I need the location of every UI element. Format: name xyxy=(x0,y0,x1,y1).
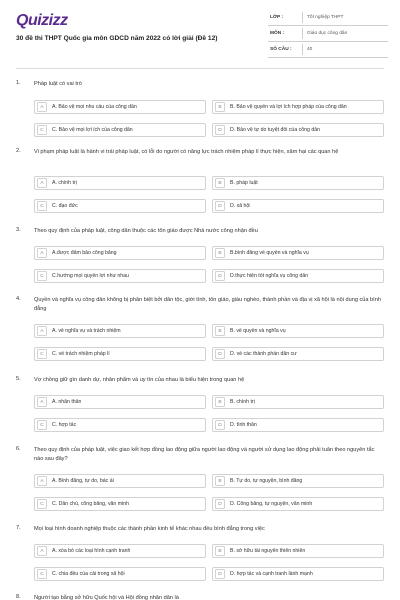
option-text: C. chia đều của cải trong xã hội xyxy=(52,571,125,577)
option-d[interactable] xyxy=(212,269,384,283)
option-c[interactable] xyxy=(34,497,206,511)
option-text: A. Bảo vệ mọi nhu cầu của công dân xyxy=(52,104,137,110)
question-number: 3. xyxy=(16,227,21,233)
question-number: 6. xyxy=(16,446,21,452)
option-letter: B xyxy=(215,326,225,336)
option-text: C.hưởng mọi quyền lợi như nhau xyxy=(52,273,129,279)
option-d[interactable] xyxy=(212,567,384,581)
option-letter: D xyxy=(215,201,225,211)
question-text: Vi phạm pháp luật là hành vi trái pháp luật, có lỗi do người có năng lực trách nhiệm pháp lí thực hiện, xâm hại các quan hệ xyxy=(34,149,339,155)
option-text: B. chính trị xyxy=(230,399,255,405)
option-c[interactable] xyxy=(34,123,206,137)
meta-key: SỐ CÂU : xyxy=(270,47,292,52)
option-b[interactable] xyxy=(212,474,384,488)
option-b[interactable] xyxy=(212,395,384,409)
option-text: A. về nghĩa vụ và trách nhiệm xyxy=(52,328,121,334)
option-a[interactable] xyxy=(34,395,206,409)
option-c[interactable] xyxy=(34,347,206,361)
option-b[interactable] xyxy=(212,544,384,558)
meta-table xyxy=(268,10,388,58)
page-title: 30 đề thi THPT Quốc gia môn GDCD năm 2022 có lời giải (Đề 12) xyxy=(16,35,218,42)
question-text: Quyền và nghĩa vụ công dân không bị phân biệt bởi dân tộc, giới tính, tôn giáo, giàu nghèo, thành phần và địa vị xã hội là nội dung của bình đẳng xyxy=(34,297,381,312)
option-c[interactable] xyxy=(34,567,206,581)
meta-row-subject xyxy=(268,26,388,42)
question-text: Theo quy định của pháp luật, công dân thuộc các tôn giáo được Nhà nước công nhận đều xyxy=(34,228,258,234)
option-letter: B xyxy=(215,178,225,188)
question-text: Vợ chồng giữ gìn danh dự, nhân phẩm và uy tín của nhau là biểu hiện trong quan hệ xyxy=(34,377,245,383)
option-text: C. Bảo vệ mọi lợi ích của công dân xyxy=(52,127,133,133)
option-text: B. về quyền và nghĩa vụ xyxy=(230,328,286,334)
option-letter: D xyxy=(215,569,225,579)
question-number: 5. xyxy=(16,376,21,382)
option-letter: A xyxy=(37,546,47,556)
question-number: 8. xyxy=(16,594,21,600)
option-letter: D xyxy=(215,125,225,135)
header-divider xyxy=(16,68,384,69)
option-letter: D xyxy=(215,420,225,430)
document-header xyxy=(0,0,400,70)
option-letter: C xyxy=(37,499,47,509)
option-b[interactable] xyxy=(212,176,384,190)
option-letter: C xyxy=(37,569,47,579)
option-c[interactable] xyxy=(34,199,206,213)
option-text: B. pháp luật xyxy=(230,180,258,186)
option-text: A. xóa bỏ các loại hình cạnh tranh xyxy=(52,548,131,554)
meta-key: MÔN : xyxy=(270,31,285,36)
option-text: B. sở hữu tài nguyên thiên nhiên xyxy=(230,548,306,554)
option-text: C. Dân chủ, công bằng, văn minh xyxy=(52,501,129,507)
option-a[interactable] xyxy=(34,544,206,558)
option-b[interactable] xyxy=(212,246,384,260)
option-text: C. về trách nhiệm pháp lí xyxy=(52,351,110,357)
option-text: A.được đảm bảo công bằng xyxy=(52,250,117,256)
option-a[interactable] xyxy=(34,324,206,338)
option-a[interactable] xyxy=(34,474,206,488)
question-number: 7. xyxy=(16,525,21,531)
option-letter: C xyxy=(37,349,47,359)
meta-key: LỚP : xyxy=(270,15,284,20)
option-letter: A xyxy=(37,178,47,188)
option-text: A. Bình đẳng, tự do, bác ái xyxy=(52,478,114,484)
option-text: B. Bảo vệ quyền và lợi ích hợp pháp của công dân xyxy=(230,104,347,110)
meta-value: Tốt nghiệp THPT xyxy=(302,12,388,23)
option-d[interactable] xyxy=(212,497,384,511)
option-letter: B xyxy=(215,248,225,258)
option-text: D. Công bằng, tự nguyện, văn minh xyxy=(230,501,313,507)
question-text: Người tạo bằng sở hữu Quốc hội và Hội đồng nhân dân là xyxy=(34,595,179,600)
option-text: D.thực hiện tốt nghĩa vụ công dân xyxy=(230,273,309,279)
option-a[interactable] xyxy=(34,176,206,190)
option-letter: C xyxy=(37,271,47,281)
question-number: 4. xyxy=(16,296,21,302)
question-text: Pháp luật có vai trò xyxy=(34,81,82,87)
option-b[interactable] xyxy=(212,324,384,338)
option-d[interactable] xyxy=(212,418,384,432)
option-letter: A xyxy=(37,397,47,407)
option-d[interactable] xyxy=(212,347,384,361)
meta-row-count xyxy=(268,42,388,58)
option-text: D. Bảo vệ tự do tuyệt đối của công dân xyxy=(230,127,320,133)
option-text: C. đạo đức xyxy=(52,203,78,209)
option-letter: D xyxy=(215,349,225,359)
option-text: C. hợp tác xyxy=(52,422,77,428)
quizizz-logo: Quizizz xyxy=(16,12,68,29)
option-text: D. hợp tác và cạnh tranh lành mạnh xyxy=(230,571,313,577)
option-d[interactable] xyxy=(212,199,384,213)
option-text: B. Tự do, tự nguyện, bình đẳng xyxy=(230,478,303,484)
option-c[interactable] xyxy=(34,269,206,283)
option-letter: A xyxy=(37,248,47,258)
option-text: A. chính trị xyxy=(52,180,77,186)
option-letter: A xyxy=(37,476,47,486)
option-d[interactable] xyxy=(212,123,384,137)
option-letter: B xyxy=(215,546,225,556)
option-letter: C xyxy=(37,420,47,430)
meta-value: Giáo dục công dân xyxy=(302,28,388,39)
option-letter: B xyxy=(215,476,225,486)
option-b[interactable] xyxy=(212,100,384,114)
option-letter: B xyxy=(215,397,225,407)
option-letter: A xyxy=(37,326,47,336)
option-text: B.bình đẳng về quyền và nghĩa vụ xyxy=(230,250,309,256)
option-a[interactable] xyxy=(34,100,206,114)
option-letter: C xyxy=(37,201,47,211)
meta-row-class xyxy=(268,10,388,26)
option-text: D. xã hội xyxy=(230,203,251,209)
option-a[interactable] xyxy=(34,246,206,260)
question-text: Mọi loại hình doanh nghiệp thuộc các thành phần kinh tế khác nhau đều bình đẳng trong việc xyxy=(34,526,265,532)
question-text: Theo quy định của pháp luật, việc giao kết hợp đồng lao động giữa người lao động và người sử dụng lao động phải tuân theo nguyên tắc nào sau đây? xyxy=(34,447,375,462)
option-text: D. về các thành phần dân cư xyxy=(230,351,297,357)
meta-value: 40 xyxy=(302,44,388,55)
option-letter: D xyxy=(215,271,225,281)
option-letter: A xyxy=(37,102,47,112)
option-text: D. tình thân xyxy=(230,422,257,428)
option-letter: B xyxy=(215,102,225,112)
question-number: 1. xyxy=(16,80,21,86)
option-letter: D xyxy=(215,499,225,509)
option-c[interactable] xyxy=(34,418,206,432)
option-letter: C xyxy=(37,125,47,135)
option-text: A. nhân thân xyxy=(52,399,82,405)
question-number: 2. xyxy=(16,148,21,154)
